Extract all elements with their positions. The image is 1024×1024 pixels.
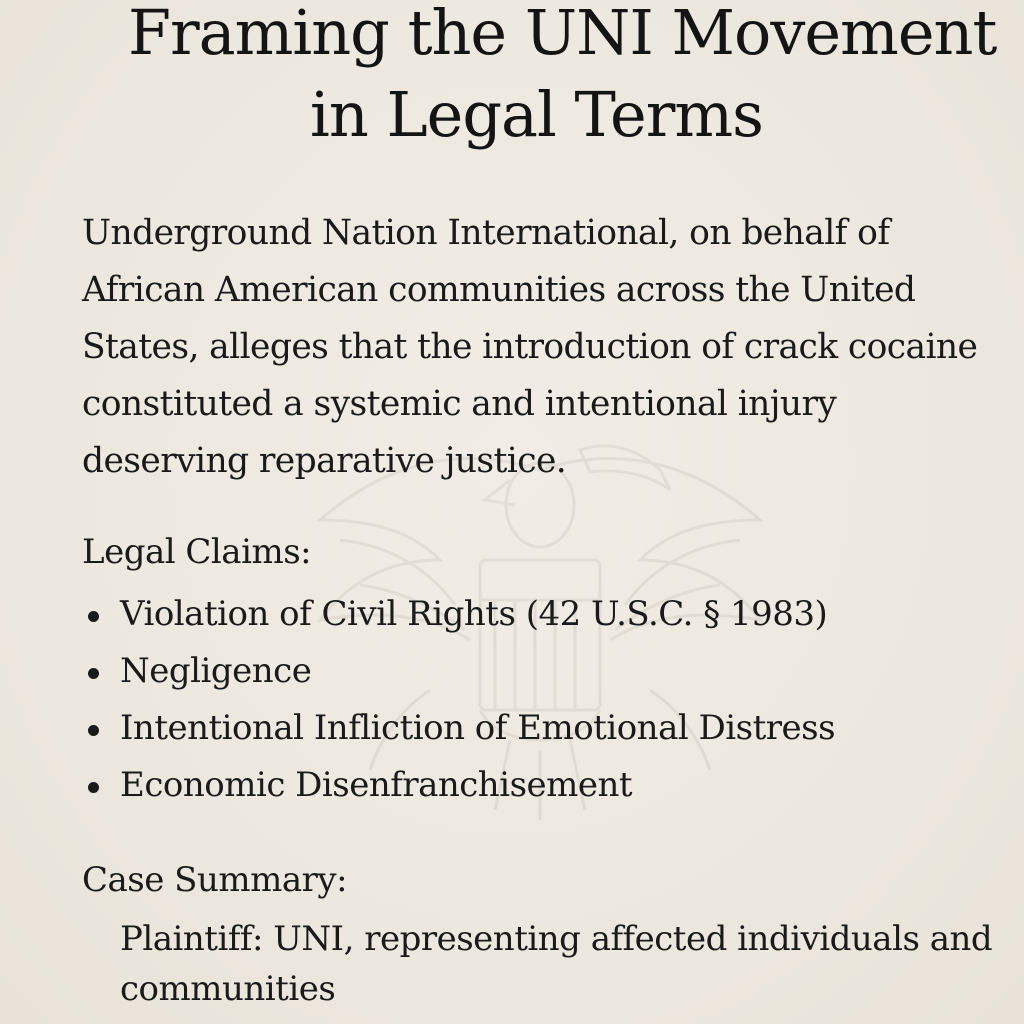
intro-paragraph: Underground Nation International, on behalf of African American communities across the United States, alleges that the introduction of crack cocaine constituted a systemic and intentional injury deserving reparative justice.	[82, 213, 978, 481]
claim-text: Negligence	[120, 651, 312, 691]
bullet-icon	[88, 725, 99, 736]
claim-text: Intentional Infliction of Emotional Distress	[120, 708, 836, 748]
list-item	[82, 643, 1002, 700]
claim-text: Violation of Civil Rights (42 U.S.C. § 1983)	[120, 594, 828, 634]
legal-claims-heading: Legal Claims:	[82, 532, 312, 572]
list-item	[82, 586, 1002, 643]
list-item	[82, 757, 1002, 814]
claim-text: Economic Disenfranchisement	[120, 765, 633, 805]
bullet-icon	[88, 611, 99, 622]
legal-claims-list	[82, 586, 1002, 814]
bullet-icon	[88, 782, 99, 793]
case-summary-heading: Case Summary:	[82, 860, 348, 900]
plaintiff-text: Plaintiff: UNI, representing affected individuals and communities	[120, 919, 993, 1009]
page-title	[0, 0, 1024, 156]
bullet-icon	[88, 668, 99, 679]
list-item	[82, 700, 1002, 757]
title-line-2: in Legal Terms	[310, 78, 763, 151]
title-line-1: Framing the UNI Movement	[128, 0, 997, 69]
